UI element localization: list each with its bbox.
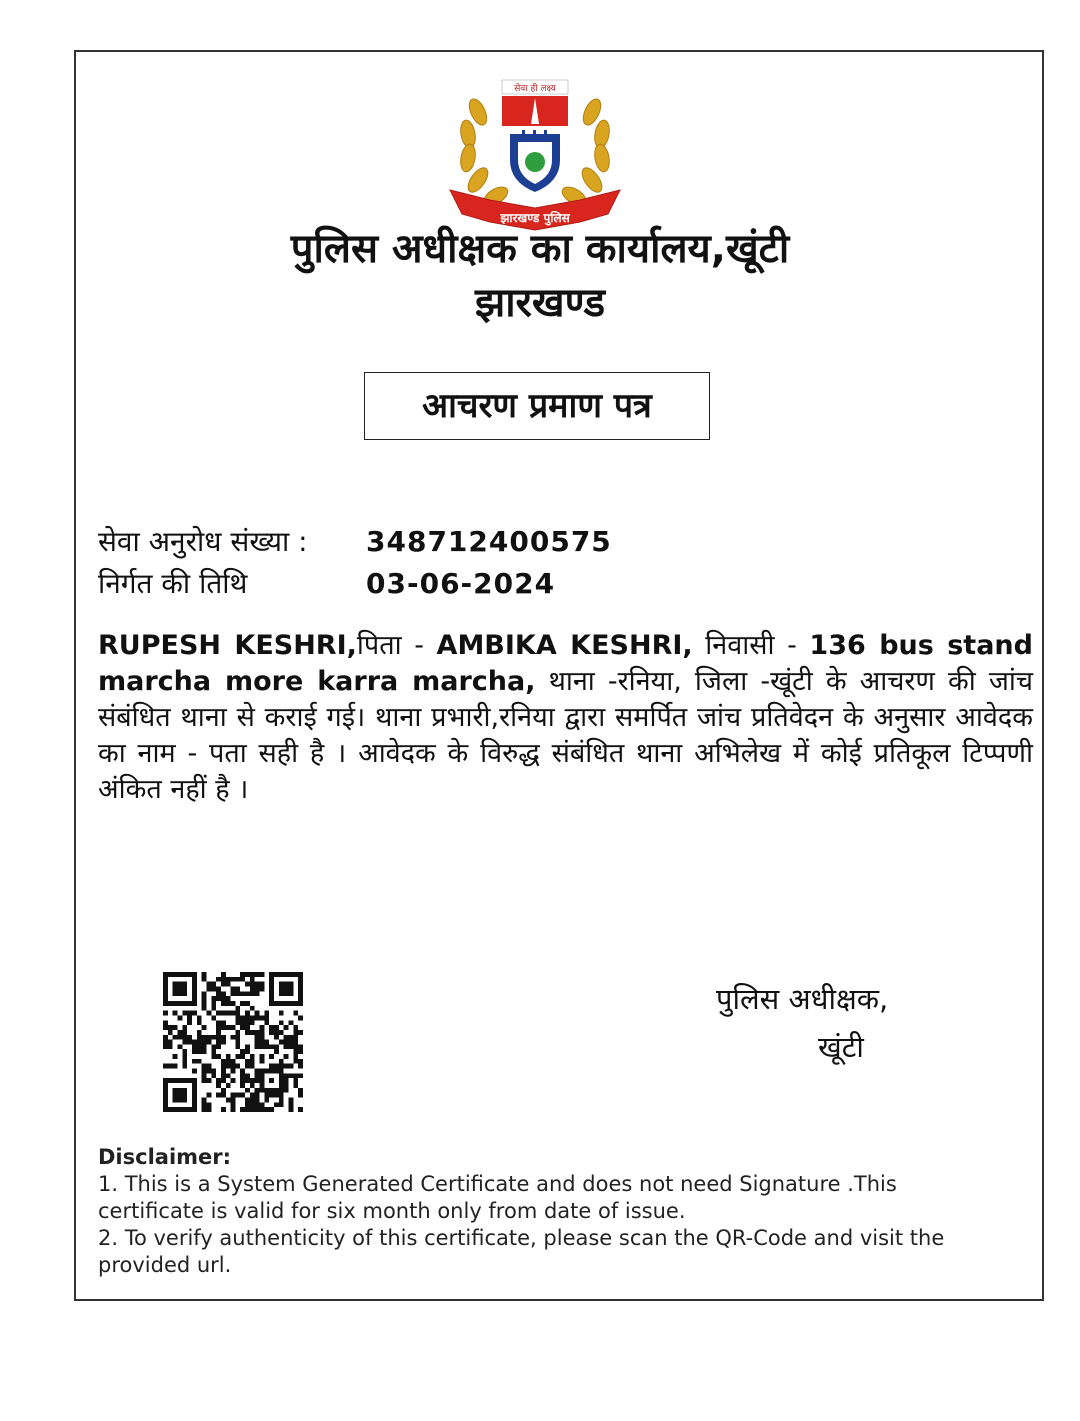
- applicant-address: 136 bus stand marcha more karra marcha,: [98, 630, 1033, 697]
- issue-date-value: 03-06-2024: [366, 567, 556, 600]
- request-number-row: [98, 522, 612, 562]
- issue-date-row: [98, 564, 556, 604]
- request-number-value: 348712400575: [366, 525, 612, 558]
- father-label: पिता -: [356, 630, 437, 661]
- jharkhand-police-emblem: [430, 72, 640, 242]
- disclaimer-heading: Disclaimer:: [98, 1145, 232, 1169]
- issue-date-label: निर्गत की तिथि: [98, 567, 248, 600]
- qr-code-icon: [163, 972, 303, 1112]
- office-title: [0, 222, 1080, 330]
- office-title-line1: पुलिस अधीक्षक का कार्यालय,खूंटी: [290, 226, 790, 272]
- emblem-ribbon-text: झारखण्ड पुलिस: [500, 211, 570, 225]
- emblem-motto: सेवा ही लक्ष्य: [514, 84, 556, 94]
- office-title-line2: झारखण्ड: [474, 280, 606, 326]
- father-name: AMBIKA KESHRI,: [436, 630, 693, 661]
- certificate-title: आचरण प्रमाण पत्र: [364, 372, 710, 440]
- disclaimer-item: 2. To verify authenticity of this certificate, please scan the QR-Code and visit the provided url.: [98, 1226, 945, 1277]
- disclaimer: [98, 1144, 998, 1279]
- resident-label: निवासी -: [692, 630, 810, 661]
- certificate-statement: थाना -रनिया, जिला -खूंटी के आचरण की जांच संबंधित थाना से कराई गई। थाना प्रभारी,रनिया द्वारा समर्पित जांच प्रतिवेदन के अनुसार आवेदक का नाम - पता सही है । आवेदक के विरुद्ध संबंधित थाना अभिलेख में कोई प्रतिकूल टिप्पणी अंकित नहीं है ।: [98, 666, 1033, 805]
- signatory-designation: पुलिस अधीक्षक,: [716, 982, 889, 1016]
- applicant-name: RUPESH KESHRI,: [98, 630, 357, 661]
- signatory-location: खूंटी: [818, 1030, 864, 1064]
- disclaimer-item: 1. This is a System Generated Certificate and does not need Signature .This certificate is valid for six month only from date of issue.: [98, 1172, 897, 1223]
- request-number-label: सेवा अनुरोध संख्या :: [98, 525, 308, 558]
- signatory: [716, 975, 888, 1071]
- certificate-body: [98, 628, 1033, 808]
